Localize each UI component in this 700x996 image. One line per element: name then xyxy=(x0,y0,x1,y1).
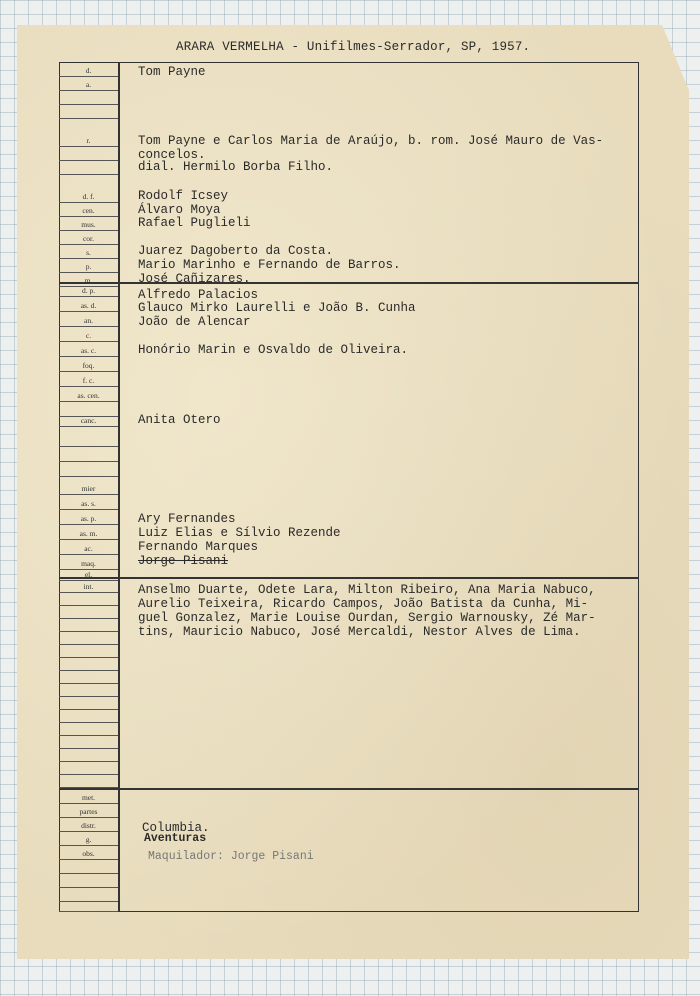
music-value: Rafael Puglieli xyxy=(138,216,251,230)
label-d: d. xyxy=(59,65,118,77)
label-blank xyxy=(59,607,118,619)
label-blank xyxy=(59,107,118,119)
label-an: an. xyxy=(59,315,118,327)
ac-value: Fernando Marques xyxy=(138,540,259,554)
label-mus: mus. xyxy=(59,219,118,231)
cast-line-3: guel Gonzalez, Marie Louise Ourdan, Sergio Warnousky, Zé Mar- xyxy=(138,611,596,625)
label-blank xyxy=(59,435,118,447)
label-blank xyxy=(59,672,118,684)
label-ac: ac. xyxy=(59,543,118,555)
label-a: a. xyxy=(59,79,118,91)
label-m: m. xyxy=(59,275,118,287)
label-blank xyxy=(59,163,118,175)
sound-value: Juarez Dagoberto da Costa. xyxy=(138,244,334,258)
label-el: el. xyxy=(59,569,118,581)
producer-value: Mario Marinho e Fernando de Barros. xyxy=(138,258,401,272)
label-blank xyxy=(59,620,118,632)
label-column-divider xyxy=(118,62,120,912)
camera-assistant-value: Honório Marin e Osvaldo de Oliveira. xyxy=(138,343,409,357)
label-canc: canc. xyxy=(59,415,118,427)
label-p: p. xyxy=(59,261,118,273)
label-r: r. xyxy=(59,135,118,147)
section-divider-3 xyxy=(59,788,639,790)
label-maq: maq. xyxy=(59,558,118,570)
label-blank xyxy=(59,776,118,788)
songs-value: Anita Otero xyxy=(138,413,221,427)
label-obs: obs. xyxy=(59,848,118,860)
label-mier: mier xyxy=(59,483,118,495)
label-ass: as. s. xyxy=(59,498,118,510)
label-blank xyxy=(59,724,118,736)
label-asm: as. m. xyxy=(59,528,118,540)
label-partes: partes xyxy=(59,806,118,818)
label-asp: as. p. xyxy=(59,513,118,525)
label-blank xyxy=(59,685,118,697)
label-blank xyxy=(59,763,118,775)
label-distr: distr. xyxy=(59,820,118,832)
label-df: d. f. xyxy=(59,191,118,203)
film-title-header: ARARA VERMELHA - Unifilmes-Serrador, SP, 1957. xyxy=(176,40,531,54)
sound-assistant-value: Ary Fernandes xyxy=(138,512,236,526)
label-blank xyxy=(59,737,118,749)
label-blank xyxy=(59,450,118,462)
production-director-value: Alfredo Palacios xyxy=(138,288,259,302)
label-met: met. xyxy=(59,792,118,804)
label-blank xyxy=(59,594,118,606)
label-blank xyxy=(59,149,118,161)
label-g: g. xyxy=(59,834,118,846)
label-blank xyxy=(59,465,118,477)
label-blank xyxy=(59,750,118,762)
director-value: Tom Payne xyxy=(138,65,206,79)
label-blank xyxy=(59,646,118,658)
cast-line-1: Anselmo Duarte, Odete Lara, Milton Ribeiro, Ana Maria Nabuco, xyxy=(138,583,596,597)
label-blank xyxy=(59,900,118,912)
cast-line-2: Aurelio Teixeira, Ricardo Campos, João Batista da Cunha, Mi- xyxy=(138,597,589,611)
label-int: int. xyxy=(59,581,118,593)
label-c: c. xyxy=(59,330,118,342)
distributor-value: Columbia. xyxy=(142,821,210,835)
label-blank xyxy=(59,633,118,645)
section-divider-2 xyxy=(59,577,639,579)
label-blank xyxy=(59,711,118,723)
label-blank xyxy=(59,93,118,105)
label-asd: as. d. xyxy=(59,300,118,312)
cast-line-4: tins, Mauricio Nabuco, José Mercaldi, Nestor Alves de Lima. xyxy=(138,625,581,639)
label-blank xyxy=(59,698,118,710)
makeup-value-struck: Jorge Pisani xyxy=(138,554,229,568)
label-fc: f. c. xyxy=(59,375,118,387)
label-blank xyxy=(59,862,118,874)
editing-value: José Cañizares. xyxy=(138,272,251,286)
genre-value: Aventuras xyxy=(144,832,207,845)
label-s: s. xyxy=(59,247,118,259)
screenplay-line-1: Tom Payne e Carlos Maria de Araújo, b. rom. José Mauro de Vas- xyxy=(138,134,604,148)
label-ascen: as. cen. xyxy=(59,390,118,402)
label-cen: cen. xyxy=(59,205,118,217)
label-asc: as. c. xyxy=(59,345,118,357)
label-foq: foq. xyxy=(59,360,118,372)
obs-value: Maquilador: Jorge Pisani xyxy=(148,850,314,863)
assistant-director-value: Glauco Mirko Laurelli e João B. Cunha xyxy=(138,301,416,315)
production-assistant-value: Luiz Elias e Sílvio Rezende xyxy=(138,526,341,540)
an-value: João de Alencar xyxy=(138,315,251,329)
screenplay-line-3: dial. Hermilo Borba Filho. xyxy=(138,160,334,174)
screenplay-line-2: concelos. xyxy=(138,148,206,162)
scenery-value: Álvaro Moya xyxy=(138,203,221,217)
label-cor: cor. xyxy=(59,233,118,245)
label-blank xyxy=(59,876,118,888)
photography-value: Rodolf Icsey xyxy=(138,189,229,203)
label-blank xyxy=(59,659,118,671)
label-dp: d. p. xyxy=(59,285,118,297)
